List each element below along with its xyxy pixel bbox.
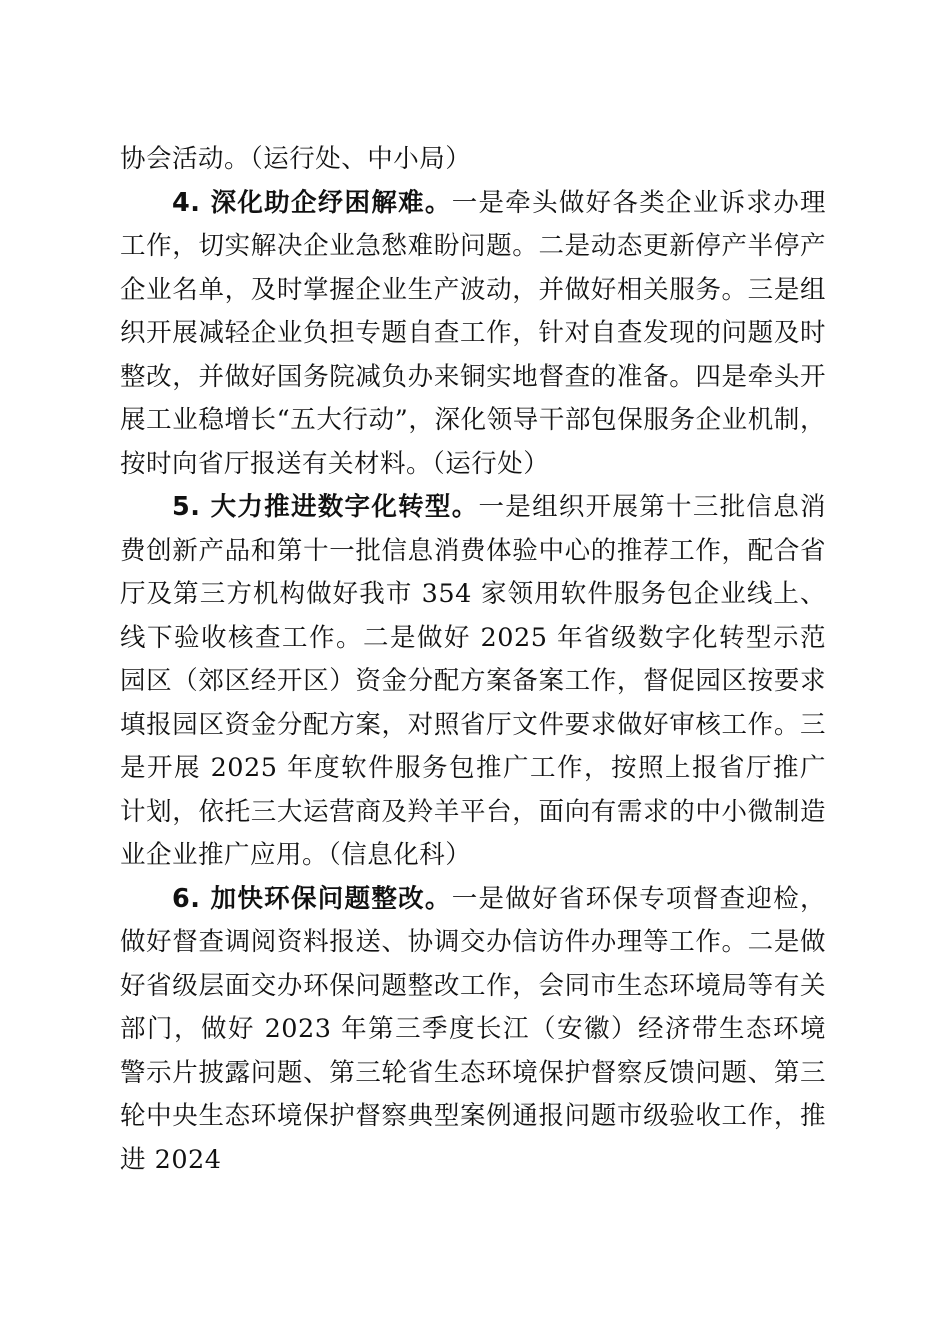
paragraph-heading: 4. 深化助企纾困解难。 [172,187,452,218]
paragraph-body: 一是牵头做好各类企业诉求办理工作，切实解决企业急愁难盼问题。二是动态更新停产半停产企业名单，及时掌握企业生产波动，并做好相关服务。三是组织开展减轻企业负担专题自查工作，针对自查发现的问题及时整改，并做好国务院减负办来铜实地督查的准备。四是牵头开展工业稳增长“五大行动”，深化领导干部包保服务企业机制，按时向省厅报送有关材料。（运行处） [120,187,826,479]
paragraph-heading: 6. 加快环保问题整改。 [172,883,452,914]
paragraph-body: 一是做好省环保专项督查迎检，做好督查调阅资料报送、协调交办信访件办理等工作。二是做好省级层面交办环保问题整改工作，会同市生态环境局等有关部门，做好 2023 年第三季度长江（安徽）经济带生态环境警示片披露问题、第三轮省生态环境保护督察反馈问题、第三轮中央生态环境保护督察典型案例通报问题市级验收工作，推进 2024 [120,883,826,1175]
paragraph-body: 协会活动。（运行处、中小局） [120,144,472,174]
paragraph-body: 一是组织开展第十三批信息消费创新产品和第十一批信息消费体验中心的推荐工作，配合省厅及第三方机构做好我市 354 家领用软件服务包企业线上、线下验收核查工作。二是做好 2025 年省级数字化转型示范园区（郊区经开区）资金分配方案备案工作，督促园区按要求填报园区资金分配方案，对照省厅文件要求做好审核工作。三是开展 2025 年度软件服务包推广工作，按照上报省厅推广计划，依托三大运营商及羚羊平台，面向有需求的中小微制造业企业推广应用。（信息化科） [120,492,826,870]
paragraph-item-6 [120,878,826,1183]
paragraph-item-5 [120,486,826,878]
document-page [120,138,826,1182]
paragraph-item-4 [120,182,826,487]
paragraph-continuation [120,138,826,182]
paragraph-heading: 5. 大力推进数字化转型。 [172,492,479,522]
